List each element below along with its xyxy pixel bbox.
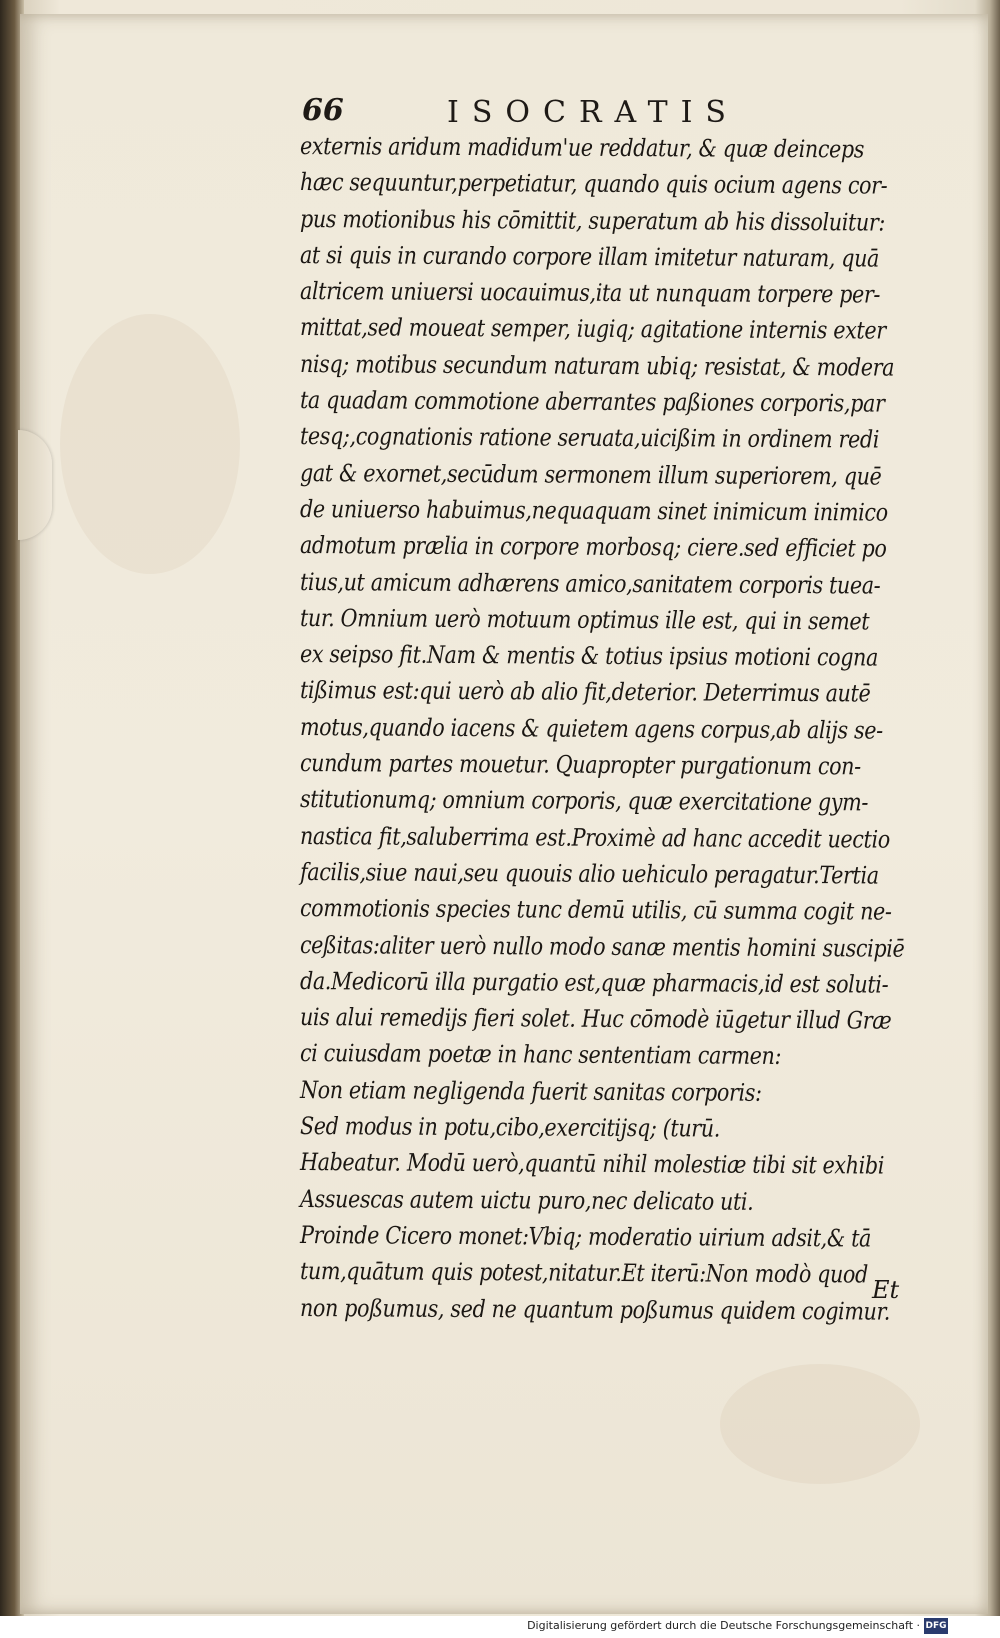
text-line: Proinde Cicero monet:Vbiq; moderatio uirium adsit,& tā [299,1220,872,1253]
text-line: ex seipso fit.Nam & mentis & totius ipsius motioni cogna [299,640,879,672]
verse-line: Assuescas autem uictu puro,nec delicato uti. [299,1184,754,1216]
page-tab-mark [18,430,52,540]
text-line: uis alui remedijs fieri solet. Huc cōmodè iūgetur illud Græ [299,1003,892,1035]
verse-line: Non etiam negligenda fuerit sanitas corporis: [299,1075,762,1107]
verse-line: Sed modus in potu,cibo,exercitijsq; (turū. [299,1112,721,1143]
text-line: pus motionibus his cōmittit, superatum ab his dissoluitur: [299,204,886,237]
text-line: motus,quando iacens & quietem agens corpus,ab alijs se- [299,712,883,745]
text-line: mittat,sed moueat semper, iugiq; agitatione internis exter [299,313,886,346]
text-line: ceßitas:aliter uerò nullo modo sanæ mentis homini suscipiē [299,930,905,963]
text-line: at si quis in curando corpore illam imitetur naturam, quā [299,240,880,273]
text-line: tum,quātum quis potest,nitatur.Et iterū:Non modò quod [299,1257,869,1289]
paper-stain [720,1364,920,1484]
paper-stain [60,314,240,574]
digitization-footer [0,1616,1000,1638]
catchword: Et [872,1276,900,1304]
text-line: nisq; motibus secundum naturam ubiq; resistat, & modera [299,349,895,382]
text-line: tißimus est:qui uerò ab alio fit,deterior. Deterrimus autē [299,676,871,708]
text-line: tesq;,cognationis ratione seruata,uicißim in ordinem redi [299,422,880,454]
dfg-logo-icon: DFG [924,1618,948,1634]
text-line: gat & exornet,secūdum sermonem illum superiorem, quē [299,458,882,491]
text-line: nastica fit,saluberrima est.Proximè ad hanc accedit uectio [299,821,890,854]
text-line: commotionis species tunc demū utilis, cū summa cogit ne- [299,894,892,926]
text-line: stitutionumq; omnium corporis, quæ exercitatione gym- [299,785,869,817]
text-line: ci cuiusdam poetæ in hanc sententiam carmen: [299,1039,782,1071]
text-line: da.Medicorū illa purgatio est,quæ pharmacis,id est soluti- [299,966,889,999]
text-line: ta quadam commotione aberrantes paßiones corporis,par [299,386,885,418]
verse-block [300,1072,940,1217]
page-number: 66 [302,93,344,128]
funding-credit: Digitalisierung gefördert durch die Deutsche Forschungsgemeinschaft · [527,1619,920,1632]
text-line: tius,ut amicum adhærens amico,sanitatem corporis tuea- [299,567,881,600]
text-line: externis aridum madidum'ue reddatur, & quæ deinceps [299,132,865,164]
text-line: admotum prælia in corpore morbosq; ciere.sed efficiet po [299,531,887,563]
text-line: altricem uniuersi uocauimus,ita ut nunquam torpere per- [299,277,881,309]
verse-line: Habeatur. Modū uerò,quantū nihil molestiæ tibi sit exhibi [299,1148,885,1180]
text-line: non poßumus, sed ne quantum poßumus quidem cogimur. [299,1293,891,1326]
text-line: hæc sequuntur,perpetiatur, quando quis ocium agens cor- [299,168,888,200]
running-title: ISOCRATIS [447,95,739,130]
text-line: de uniuerso habuimus,nequaquam sinet inimicum inimico [299,494,888,527]
text-line: cundum partes mouetur. Quapropter purgationum con- [299,749,861,781]
text-line: tur. Omnium uerò motuum optimus ille est, qui in semet [299,603,870,636]
page-header [302,93,802,133]
main-text [300,128,940,1326]
text-line: facilis,siue naui,seu quouis alio uehiculo peragatur.Tertia [299,857,879,890]
